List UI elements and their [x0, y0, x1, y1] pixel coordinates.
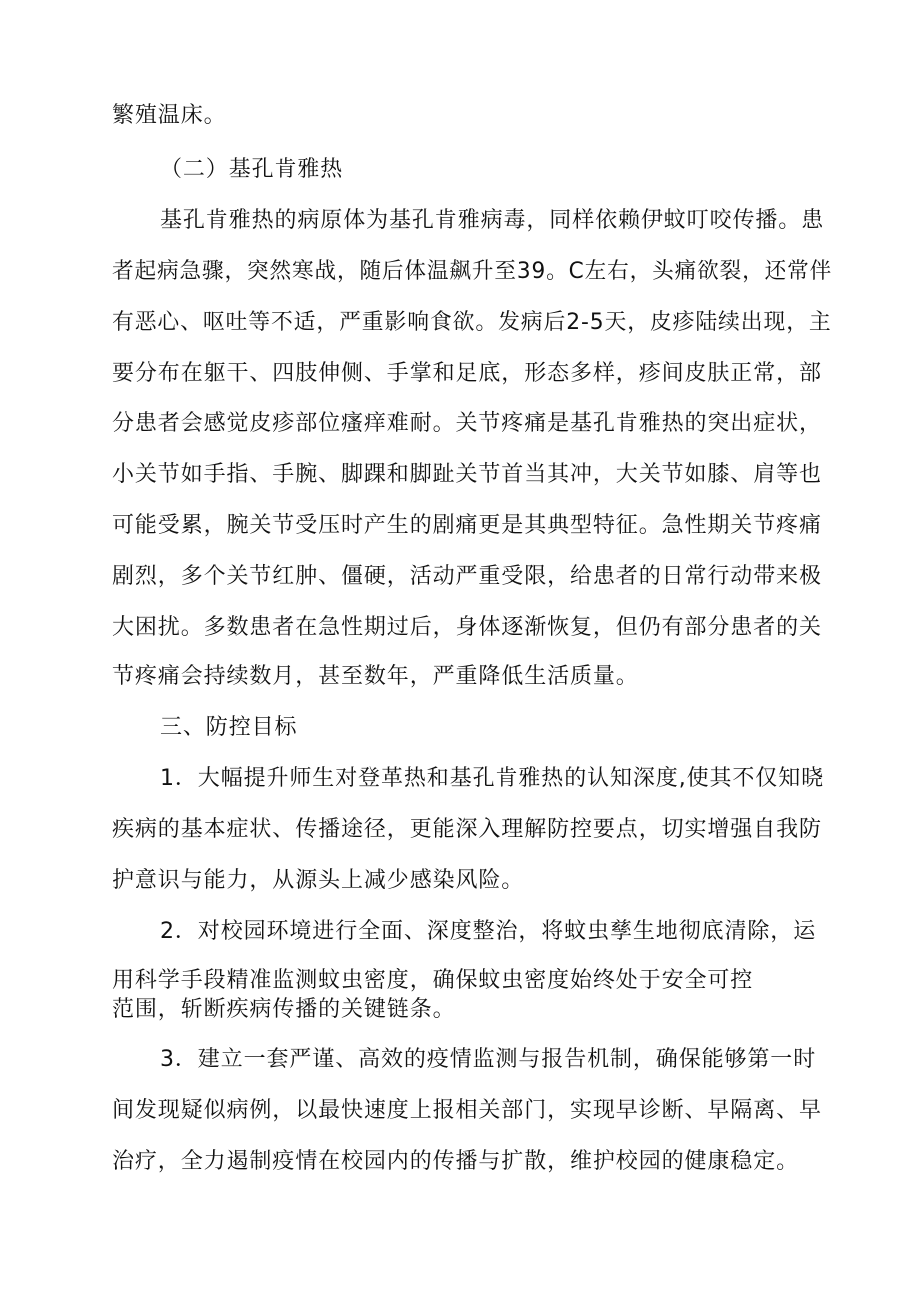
goal-item-3: 3．建立一套严谨、高效的疫情监测与报告机制，确保能够第一时: [160, 1047, 817, 1072]
goal-item-1: 1．大幅提升师生对登革热和基孔肯雅热的认知深度,使其不仅知晓: [160, 766, 824, 791]
goal-item-2: 2．对校园环境进行全面、深度整治，将蚊虫孳生地彻底清除，运: [160, 919, 817, 944]
section-heading-goals: 三、防控目标: [160, 715, 298, 740]
paragraph-tail-line: 繁殖温床。: [112, 103, 227, 128]
paragraph-line: 间发现疑似病例，以最快速度上报相关部门，实现早诊断、早隔离、早: [112, 1098, 822, 1123]
paragraph-line: 小关节如手指、手腕、脚踝和脚趾关节首当其冲，大关节如膝、肩等也: [112, 462, 822, 487]
paragraph-line: 用科学手段精准监测蚊虫密度，确保蚊虫密度始终处于安全可控: [112, 968, 754, 993]
paragraph-line: 要分布在躯干、四肢伸侧、手掌和足底，形态多样，疹间皮肤正常，部: [112, 361, 822, 386]
paragraph-line: 节疼痛会持续数月，甚至数年，严重降低生活质量。: [112, 664, 639, 689]
section-heading-chikungunya: （二）基孔肯雅热: [160, 157, 344, 182]
paragraph-line: 基孔肯雅热的病原体为基孔肯雅病毒，同样依赖伊蚊叮咬传播。患: [160, 208, 825, 233]
paragraph-line: 剧烈，多个关节红肿、僵硬，活动严重受限，给患者的日常行动带来极: [112, 564, 822, 589]
paragraph-line: 分患者会感觉皮疹部位瘙痒难耐。关节疼痛是基孔肯雅热的突出症状，: [112, 411, 822, 436]
paragraph-line: 大困扰。多数患者在急性期过后，身体逐渐恢复，但仍有部分患者的关: [112, 615, 822, 640]
paragraph-line: 者起病急骤，突然寒战，随后体温飙升至39。C左右，头痛欲裂，还常伴: [112, 259, 833, 284]
paragraph-line: 范围，斩断疾病传播的关键链条。: [112, 997, 456, 1022]
paragraph-line: 可能受累，腕关节受压时产生的剧痛更是其典型特征。急性期关节疼痛: [112, 513, 822, 538]
paragraph-line: 有恶心、呕吐等不适，严重影响食欲。发病后2-5天，皮疹陆续出现，主: [112, 310, 832, 335]
paragraph-line: 治疗，全力遏制疫情在校园内的传播与扩散，维护校园的健康稳定。: [112, 1149, 800, 1174]
paragraph-line: 疾病的基本症状、传播途径，更能深入理解防控要点，切实增强自我防: [112, 817, 822, 842]
paragraph-line: 护意识与能力，从源头上减少感染风险。: [112, 868, 525, 893]
